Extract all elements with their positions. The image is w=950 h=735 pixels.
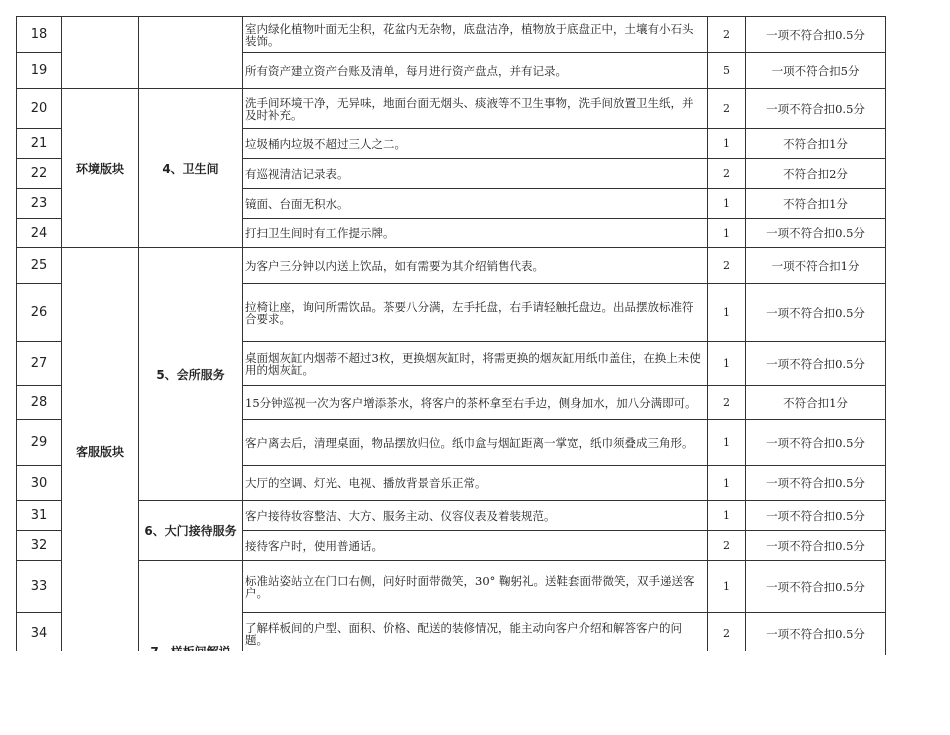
row-number[interactable]: 30 [17,466,62,501]
score-cell[interactable]: 2 [708,89,746,129]
score-cell[interactable]: 2 [708,159,746,189]
score-cell[interactable]: 2 [708,386,746,420]
score-cell[interactable]: 2 [708,531,746,561]
row-number[interactable]: 23 [17,189,62,219]
deduction-cell[interactable]: 一项不符合扣0.5分 [746,466,886,501]
subsection-cell[interactable] [139,17,243,89]
criteria-cell[interactable]: 客户离去后，清理桌面，物品摆放归位。纸巾盒与烟缸距离一掌宽，纸巾须叠成三角形。 [243,420,708,466]
deduction-cell[interactable]: 一项不符合扣5分 [746,53,886,89]
row-number[interactable]: 27 [17,342,62,386]
criteria-cell[interactable]: 垃圾桶内垃圾不超过三人之二。 [243,129,708,159]
criteria-cell[interactable]: 有巡视清洁记录表。 [243,159,708,189]
row-number[interactable]: 34 [17,613,62,655]
criteria-cell[interactable]: 客户接待妆容整洁、大方、服务主动、仪容仪表及着装规范。 [243,501,708,531]
deduction-cell[interactable]: 一项不符合扣0.5分 [746,89,886,129]
deduction-cell[interactable]: 不符合扣2分 [746,159,886,189]
row-number[interactable]: 18 [17,17,62,53]
row-number[interactable]: 22 [17,159,62,189]
score-cell[interactable]: 1 [708,129,746,159]
deduction-cell[interactable]: 一项不符合扣0.5分 [746,501,886,531]
score-cell[interactable]: 1 [708,466,746,501]
criteria-cell[interactable]: 为客户三分钟以内送上饮品，如有需要为其介绍销售代表。 [243,248,708,284]
score-cell[interactable]: 1 [708,189,746,219]
score-cell[interactable]: 1 [708,420,746,466]
criteria-cell[interactable]: 所有资产建立资产台账及清单，每月进行资产盘点，并有记录。 [243,53,708,89]
row-number[interactable]: 20 [17,89,62,129]
criteria-cell[interactable]: 桌面烟灰缸内烟蒂不超过3枚，更换烟灰缸时，将需更换的烟灰缸用纸巾盖住，在换上未使用的烟灰缸。 [243,342,708,386]
row-number[interactable]: 25 [17,248,62,284]
criteria-cell[interactable]: 了解样板间的户型、面积、价格、配送的装修情况，能主动向客户介绍和解答客户的问题。 [243,613,708,655]
criteria-cell[interactable]: 室内绿化植物叶面无尘积，花盆内无杂物，底盘洁净，植物放于底盘正中，土壤有小石头装饰。 [243,17,708,53]
score-cell[interactable]: 1 [708,219,746,248]
deduction-cell[interactable]: 一项不符合扣0.5分 [746,420,886,466]
criteria-cell[interactable]: 15分钟巡视一次为客户增添茶水，将客户的茶杯拿至右手边，侧身加水，加八分满即可。 [243,386,708,420]
table-row [17,17,886,53]
deduction-cell[interactable]: 一项不符合扣0.5分 [746,342,886,386]
score-cell[interactable]: 2 [708,613,746,655]
criteria-cell[interactable]: 拉椅让座，询问所需饮品。茶要八分满，左手托盘，右手请轻触托盘边。出品摆放标准符合要求。 [243,284,708,342]
deduction-cell[interactable]: 一项不符合扣0.5分 [746,219,886,248]
deduction-cell[interactable]: 一项不符合扣0.5分 [746,613,886,655]
deduction-cell[interactable]: 不符合扣1分 [746,189,886,219]
section-cell[interactable] [62,17,139,89]
deduction-cell[interactable]: 一项不符合扣0.5分 [746,561,886,613]
deduction-cell[interactable]: 不符合扣1分 [746,129,886,159]
subsection-cell[interactable]: 5、会所服务 [139,248,243,501]
score-cell[interactable]: 1 [708,501,746,531]
subsection-cell[interactable]: 4、卫生间 [139,89,243,248]
row-number[interactable]: 32 [17,531,62,561]
criteria-cell[interactable]: 打扫卫生间时有工作提示牌。 [243,219,708,248]
row-number[interactable]: 31 [17,501,62,531]
row-number[interactable]: 29 [17,420,62,466]
criteria-cell[interactable]: 大厅的空调、灯光、电视、播放背景音乐正常。 [243,466,708,501]
deduction-cell[interactable]: 一项不符合扣1分 [746,248,886,284]
deduction-cell[interactable]: 一项不符合扣0.5分 [746,531,886,561]
criteria-cell[interactable]: 接待客户时，使用普通话。 [243,531,708,561]
score-cell[interactable]: 2 [708,17,746,53]
criteria-cell[interactable]: 标准站姿站立在门口右侧，问好时面带微笑，30° 鞠躬礼。送鞋套面带微笑，双手递送客户。 [243,561,708,613]
criteria-cell[interactable]: 镜面、台面无积水。 [243,189,708,219]
table-row [17,248,886,284]
criteria-cell[interactable]: 洗手间环境干净，无异味，地面台面无烟头、痰液等不卫生事物，洗手间放置卫生纸，并及时补充。 [243,89,708,129]
score-cell[interactable]: 2 [708,248,746,284]
table-row [17,89,886,129]
row-number[interactable]: 21 [17,129,62,159]
section-cell[interactable]: 环境版块 [62,89,139,248]
table-row [17,501,886,531]
score-cell[interactable]: 1 [708,284,746,342]
section-cell[interactable]: 客服版块 [62,248,139,655]
page-cut-mask [16,651,885,735]
deduction-cell[interactable]: 一项不符合扣0.5分 [746,17,886,53]
row-number[interactable]: 19 [17,53,62,89]
score-cell[interactable]: 5 [708,53,746,89]
deduction-cell[interactable]: 不符合扣1分 [746,386,886,420]
score-cell[interactable]: 1 [708,561,746,613]
row-number[interactable]: 24 [17,219,62,248]
score-cell[interactable]: 1 [708,342,746,386]
row-number[interactable]: 33 [17,561,62,613]
row-number[interactable]: 28 [17,386,62,420]
inspection-score-table [16,16,886,715]
table-row [17,561,886,613]
deduction-cell[interactable]: 一项不符合扣0.5分 [746,284,886,342]
row-number[interactable]: 26 [17,284,62,342]
subsection-cell[interactable]: 6、大门接待服务 [139,501,243,561]
